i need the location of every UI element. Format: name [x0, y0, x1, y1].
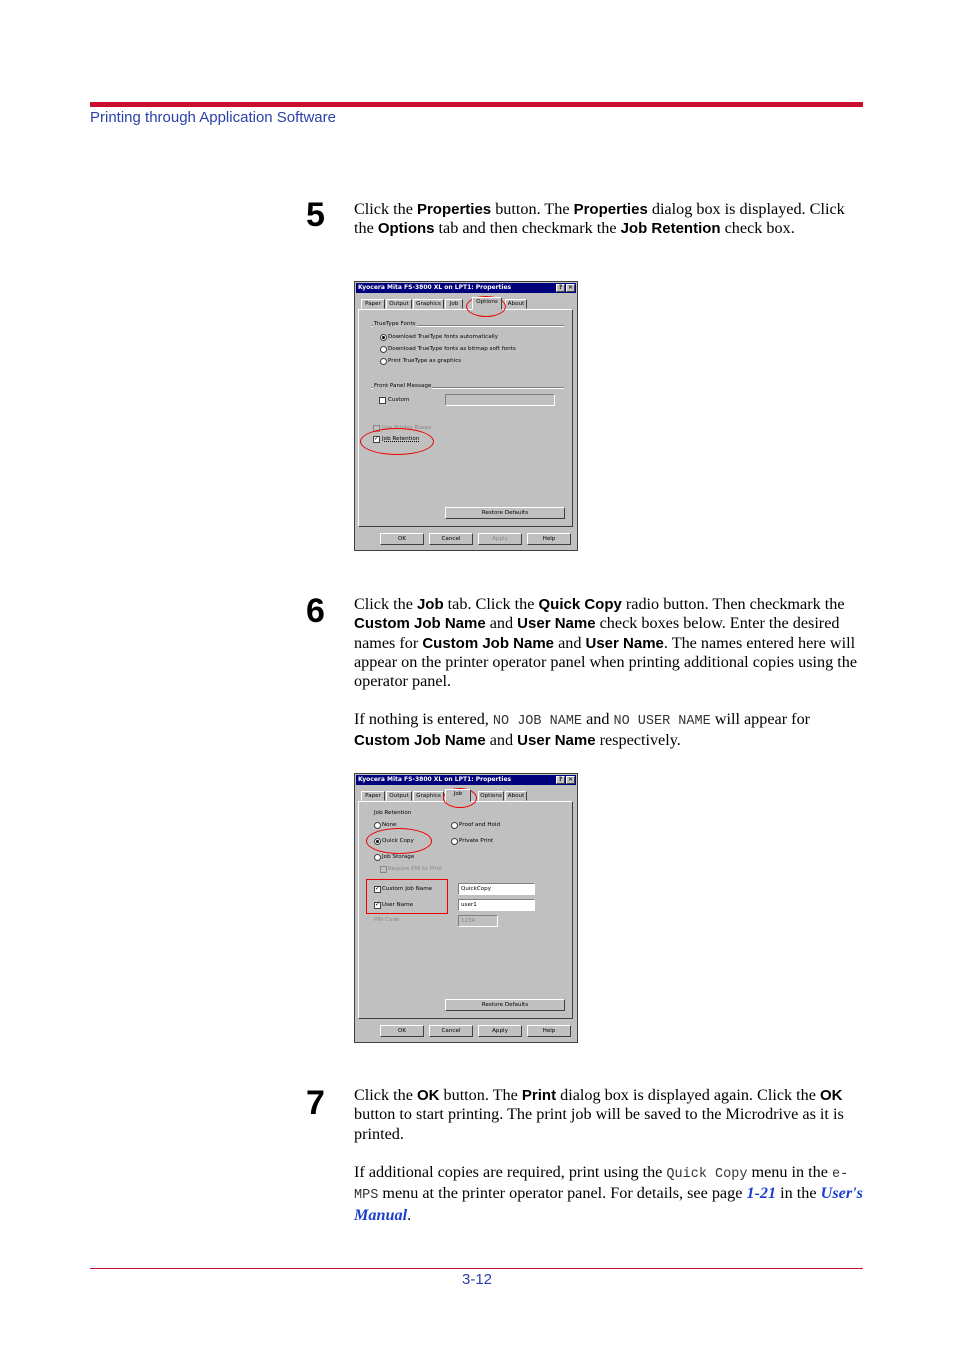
custom-message-input[interactable]	[445, 394, 555, 406]
tt-option-label: Download TrueType fonts as bitmap soft fonts	[388, 346, 516, 352]
running-header: Printing through Application Software	[90, 109, 336, 126]
cancel-button[interactable]: Cancel	[429, 533, 473, 545]
tt-download-auto-radio[interactable]	[380, 334, 387, 341]
tab-strip	[359, 791, 575, 801]
tab-paper[interactable]: Paper	[361, 299, 385, 309]
properties-dialog-options	[354, 281, 578, 551]
step-number-5: 5	[306, 196, 325, 234]
custom-job-name-label: Custom Job Name	[382, 886, 433, 892]
require-pin-label: Require PIN to Print	[388, 866, 443, 872]
user-name-label: User Name	[382, 902, 414, 908]
none-radio[interactable]	[374, 822, 381, 829]
dialog-title: Kyocera Mita FS-3800 XL on LPT1: Properties	[358, 776, 512, 783]
pin-code-input[interactable]: 1234	[458, 915, 498, 927]
tab-options[interactable]: Options	[472, 297, 502, 310]
close-icon[interactable]: ✕	[567, 284, 574, 291]
step-6-note: If nothing is entered, NO JOB NAME and NO USER NAME will appear for Custom Job Name and User Name respectively.	[354, 710, 811, 750]
step-number-6: 6	[306, 592, 325, 630]
printer-boxes-label: Use Printer Boxes	[382, 425, 432, 431]
quick-copy-label: Quick Copy	[382, 838, 414, 844]
job-storage-radio[interactable]	[374, 854, 381, 861]
none-label: None	[382, 822, 397, 828]
tab-graphics[interactable]: Graphics	[413, 791, 444, 801]
tt-bitmap-radio[interactable]	[380, 346, 387, 353]
step-5-text: Click the Properties button. The Properties dialog box is displayed. Click the Options tab and then checkmark the Job Retention check box.	[354, 200, 845, 238]
tab-about[interactable]: About	[505, 791, 527, 801]
tab-job[interactable]: Job	[445, 789, 471, 802]
truetype-group-label: TrueType Fonts	[374, 321, 416, 327]
footer-rule	[90, 1268, 863, 1269]
tab-job[interactable]: Job	[445, 299, 463, 309]
job-retention-group-label: Job Retention	[374, 810, 412, 816]
tt-graphics-radio[interactable]	[380, 358, 387, 365]
highlight-rectangle	[366, 879, 448, 914]
step-number-7: 7	[306, 1084, 325, 1122]
custom-checkbox[interactable]	[379, 397, 386, 404]
restore-defaults-button[interactable]: Restore Defaults	[445, 999, 565, 1011]
pin-code-label: PIN Code	[374, 917, 400, 923]
tab-output[interactable]: Output	[386, 299, 412, 309]
tab-graphics[interactable]: Graphics	[413, 299, 444, 309]
dialog-title-bar	[356, 283, 576, 293]
proof-hold-label: Proof and Hold	[459, 822, 501, 828]
custom-label: Custom	[388, 397, 410, 403]
custom-job-name-input[interactable]: QuickCopy	[458, 883, 535, 895]
highlight-circle	[360, 428, 434, 455]
dialog-title-bar	[356, 775, 576, 785]
require-pin-checkbox[interactable]	[380, 866, 387, 873]
page-link[interactable]: 1-21	[746, 1184, 777, 1203]
help-button[interactable]: Help	[527, 533, 571, 545]
properties-dialog-job	[354, 773, 578, 1043]
tab-output[interactable]: Output	[386, 791, 412, 801]
dialog-title: Kyocera Mita FS-3800 XL on LPT1: Properties	[358, 284, 512, 291]
tab-about[interactable]: About	[505, 299, 527, 309]
options-panel	[358, 309, 573, 527]
private-print-radio[interactable]	[451, 838, 458, 845]
front-panel-group-label: Front Panel Message	[374, 383, 432, 389]
tab-paper[interactable]: Paper	[361, 791, 385, 801]
ok-button[interactable]: OK	[380, 533, 424, 545]
header-rule	[90, 102, 863, 107]
help-icon[interactable]: ?	[556, 284, 565, 292]
apply-button[interactable]: Apply	[478, 1025, 522, 1037]
help-button[interactable]: Help	[527, 1025, 571, 1037]
ok-button[interactable]: OK	[380, 1025, 424, 1037]
user-name-input[interactable]: user1	[458, 899, 535, 911]
tt-option-label: Download TrueType fonts automatically	[388, 334, 499, 340]
step-7-note: If additional copies are required, print using the Quick Copy menu in the e-MPS menu at the printer operator panel. For details, see page 1-21 in the User's Manual.	[354, 1163, 863, 1224]
users-manual-link[interactable]: User's Manual	[354, 1184, 863, 1224]
help-icon[interactable]: ?	[556, 776, 565, 784]
close-icon[interactable]: ✕	[567, 776, 574, 783]
cancel-button[interactable]: Cancel	[429, 1025, 473, 1037]
step-7-text: Click the OK button. The Print dialog box is displayed again. Click the OK button to start printing. The print job will be saved to the Microdrive as it is printed.	[354, 1086, 844, 1143]
tt-option-label: Print TrueType as graphics	[388, 358, 462, 364]
page-number: 3-12	[461, 1271, 493, 1288]
apply-button[interactable]: Apply	[478, 533, 522, 545]
step-6-text: Click the Job tab. Click the Quick Copy radio button. Then checkmark the Custom Job Name and User Name check boxes below. Enter the desired names for Custom Job Name and User Name. The names entered here will appear on the printer operator panel when printing additional copies using the operator panel.	[354, 595, 858, 691]
highlight-circle	[366, 828, 432, 854]
job-storage-label: Job Storage	[382, 854, 415, 860]
job-retention-label: Job Retention	[382, 436, 420, 442]
restore-defaults-button[interactable]: Restore Defaults	[445, 507, 565, 519]
tab-options[interactable]: Options	[478, 791, 504, 801]
private-print-label: Private Print	[459, 838, 494, 844]
proof-hold-radio[interactable]	[451, 822, 458, 829]
